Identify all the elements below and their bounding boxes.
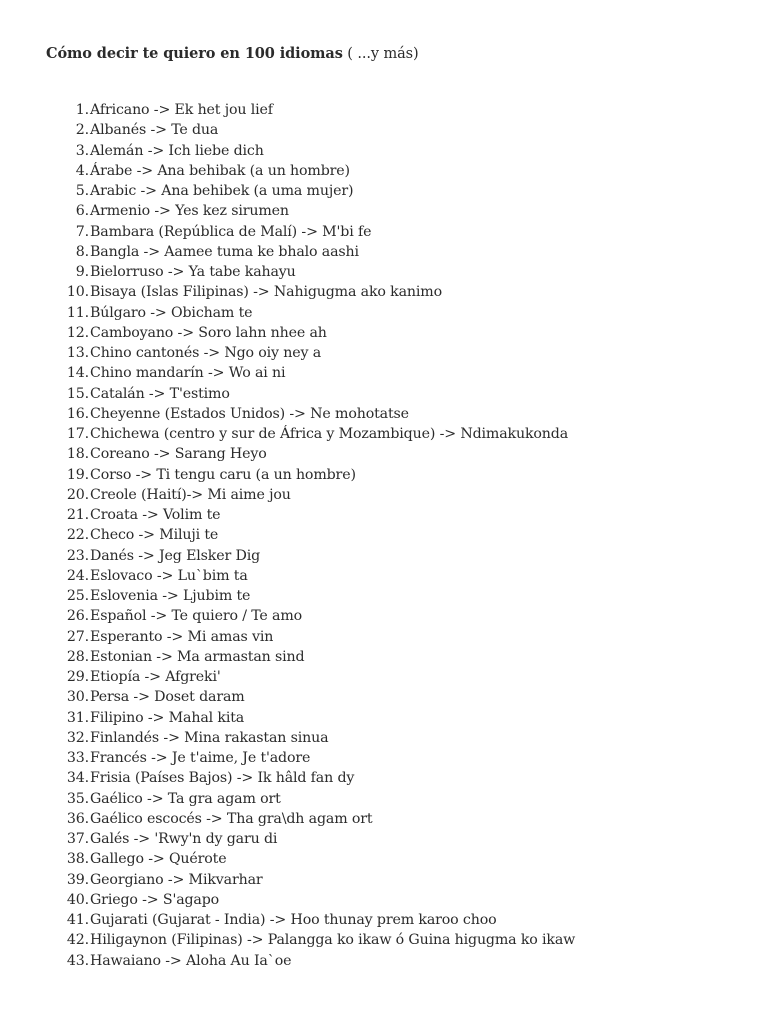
list-item-text: Filipino -> Mahal kita — [90, 709, 245, 726]
list-item-text: Eslovaco -> Lu`bim ta — [90, 567, 248, 584]
list-item-text: Hiligaynon (Filipinas) -> Palangga ko ikaw ó Guina higugma ko ikaw — [90, 932, 576, 949]
list-item-text: Croata -> Volim te — [90, 507, 221, 523]
list-item-text: Albanés -> Te dua — [90, 122, 219, 139]
list-item-number: 36. — [66, 810, 89, 827]
list-item-number: 39. — [66, 871, 89, 888]
list-item-number: 14. — [66, 365, 89, 382]
list-item-text: Gaélico escocés -> Tha gra\dh agam ort — [90, 810, 373, 827]
list-item-text: Francés -> Je t'aime, Je t'adore — [90, 750, 311, 766]
list-item-number: 1. — [75, 102, 89, 118]
list-item-number: 27. — [66, 628, 89, 645]
list-item-number: 2. — [75, 122, 89, 139]
title-suffix: ( ...y más) — [342, 46, 419, 62]
list-item-text: Gujarati (Gujarat - India) -> Hoo thunay prem karoo choo — [90, 912, 497, 928]
list-item-text: Cheyenne (Estados Unidos) -> Ne mohotatse — [90, 405, 409, 422]
list-item-text: Coreano -> Sarang Heyo — [90, 446, 267, 463]
list-item-text: Catalán -> T'estimo — [90, 385, 230, 402]
list-item-text: Esperanto -> Mi amas vin — [90, 628, 274, 645]
list-item-number: 26. — [66, 608, 89, 625]
list-item-text: Bisaya (Islas Filipinas) -> Nahigugma ako kanimo — [90, 284, 442, 301]
list-item-text: Armenio -> Yes kez sirumen — [90, 203, 289, 220]
list-item-number: 24. — [66, 567, 89, 584]
list-item-number: 12. — [66, 324, 89, 341]
list-item-number: 8. — [75, 243, 89, 260]
list-item-number: 34. — [66, 770, 89, 787]
list-item-text: Eslovenia -> Ljubim te — [90, 588, 251, 604]
list-item-text: Africano -> Ek het jou lief — [90, 102, 273, 118]
list-item-number: 18. — [66, 446, 89, 463]
list-item-number: 41. — [66, 912, 89, 928]
list-item-text: Hawaiano -> Aloha Au Ia`oe — [90, 952, 292, 969]
list-item-number: 6. — [75, 203, 89, 220]
list-item-text: Etiopía -> Afgreki' — [90, 669, 221, 685]
list-item-number: 38. — [66, 851, 89, 868]
list-item-number: 3. — [75, 142, 89, 159]
list-item-number: 5. — [75, 183, 89, 199]
list-item-number: 25. — [66, 588, 89, 604]
list-item-number: 7. — [75, 223, 89, 240]
list-item-text: Camboyano -> Soro lahn nhee ah — [90, 324, 327, 341]
list-item-text: Checo -> Miluji te — [90, 527, 219, 544]
list-item-text: Chino cantonés -> Ngo oiy ney a — [90, 345, 322, 361]
list-item-number: 31. — [66, 709, 89, 726]
list-item-text: Bambara (República de Malí) -> M'bi fe — [90, 223, 372, 240]
list-item-text: Frisia (Países Bajos) -> Ik hâld fan dy — [90, 770, 355, 787]
document-title — [46, 44, 419, 64]
list-item-number: 20. — [66, 486, 89, 503]
list-item-text: Gallego -> Quérote — [90, 851, 227, 868]
list-item-number: 40. — [66, 891, 89, 908]
list-item-number: 22. — [66, 527, 89, 544]
list-item-text: Griego -> S'agapo — [90, 891, 220, 908]
list-item-number: 16. — [66, 405, 89, 422]
list-item-text: Arabic -> Ana behibek (a uma mujer) — [90, 183, 354, 199]
list-item-text: Estonian -> Ma armastan sind — [90, 648, 305, 665]
list-item-text: Gaélico -> Ta gra agam ort — [90, 790, 281, 807]
list-item-number: 13. — [66, 345, 89, 361]
list-item-number: 35. — [66, 790, 89, 807]
list-item-number: 30. — [66, 689, 89, 706]
list-item-text: Georgiano -> Mikvarhar — [90, 871, 263, 888]
list-item-text: Árabe -> Ana behibak (a un hombre) — [90, 162, 350, 179]
list-item-number: 21. — [66, 507, 89, 523]
list-item-number: 19. — [66, 466, 89, 483]
list-item-text: Corso -> Ti tengu caru (a un hombre) — [90, 466, 356, 483]
list-item-number: 33. — [66, 750, 89, 766]
list-item-number: 42. — [66, 932, 89, 949]
list-item-text: Finlandés -> Mina rakastan sinua — [90, 729, 329, 746]
list-item-number: 10. — [66, 284, 89, 301]
list-item-number: 32. — [66, 729, 89, 746]
list-item-text: Persa -> Doset daram — [90, 689, 245, 706]
list-item-number: 23. — [66, 547, 89, 564]
list-item-text: Chichewa (centro y sur de África y Mozambique) -> Ndimakukonda — [90, 426, 569, 442]
list-item-number: 9. — [75, 264, 89, 280]
list-item-number: 11. — [66, 304, 89, 321]
list-item-number: 37. — [66, 831, 89, 847]
list-item-number: 4. — [75, 162, 89, 179]
list-item-number: 28. — [66, 648, 89, 665]
list-item-text: Bielorruso -> Ya tabe kahayu — [90, 264, 296, 280]
title-main: Cómo decir te quiero en 100 idiomas — [46, 45, 343, 62]
list-item-text: Danés -> Jeg Elsker Dig — [90, 547, 261, 564]
list-item-text: Búlgaro -> Obicham te — [90, 304, 253, 321]
list-item-number: 29. — [66, 669, 89, 685]
list-item-text: Creole (Haití)-> Mi aime jou — [90, 486, 291, 503]
list-item-number: 17. — [66, 426, 89, 442]
list-item-text: Chino mandarín -> Wo ai ni — [90, 365, 286, 382]
list-item-text: Galés -> 'Rwy'n dy garu di — [90, 831, 278, 847]
list-item-number: 43. — [66, 952, 89, 969]
list-item-text: Bangla -> Aamee tuma ke bhalo aashi — [90, 243, 359, 260]
list-item-text: Alemán -> Ich liebe dich — [90, 142, 264, 159]
list-item-text: Español -> Te quiero / Te amo — [90, 608, 303, 625]
list-item-number: 15. — [66, 385, 89, 402]
